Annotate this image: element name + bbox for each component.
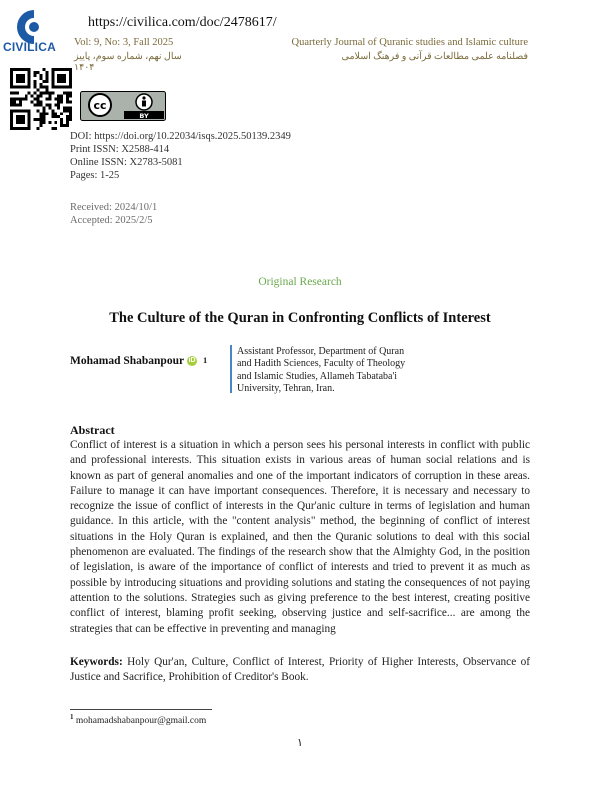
footnote-number: 1 [70,713,74,721]
footnote-divider [70,709,212,710]
affiliation-divider [230,345,232,393]
abstract-heading: Abstract [70,423,115,437]
volume-info: Vol: 9, No: 3, Fall 2025 [74,37,174,48]
author-affiliation: Assistant Professor, Department of Quran and Hadith Sciences, Faculty of Theology and Islamic Studies, Allameh Tabataba'i University, Tehran, Iran. [237,346,406,394]
journal-name-fa: فصلنامه علمی مطالعات قرآنی و فرهنگ اسلامی [341,52,528,62]
doi-link[interactable]: DOI: https://doi.org/10.22034/isqs.2025.50139.2349 [70,131,291,142]
received-date: Received: 2024/10/1 [70,202,158,213]
article-type: Original Research [258,276,342,288]
footnote-email[interactable]: mohamadshabanpour@gmail.com [75,716,207,727]
page-number: ١ [297,737,303,749]
civilica-logo-text: CIVILICA [3,40,56,54]
qr-code [10,68,72,130]
footnote [70,713,206,726]
volume-info-fa: سال نهم، شماره سوم، پاییز ۱۴۰۴ [74,52,182,73]
keywords-label: Keywords: [70,656,123,668]
document-url[interactable]: https://civilica.com/doc/2478617/ [88,15,277,30]
keywords [70,655,530,686]
print-issn: Print ISSN: X2588-414 [70,144,170,155]
abstract-text: Conflict of interest is a situation in which a person sees his personal interests in conflict with public and professional interests. This situation exists in various areas of human social relations and is known as part of general anomalies and one of the important indicators of corruption in these areas. Failure to manage it can have important consequences. Therefore, it is necessary and necessary to recognize the issue of conflict of interests in the Qur'anic culture in terms of legislation and human guidance. In this article, with the "content analysis" method, the beginning of conflict of interest situations in the Holy Quran is explained, and then the Quranic solutions to deal with this social phenomenon are evaluated. The findings of the research show that the Almighty God, in the position of legislation, is aware of the importance of conflict of interests and tried to prevent it as much as possible by introducing situations and providing solutions and stating the consequences of not paying attention to the solutions. Strategies such as giving preference to the best interest, creating positive conflict of interest, blaming profit seeking, observing justice and self-sacrifice... are among the strategies that can be effective in preventing and managing [70,439,530,635]
journal-name: Quarterly Journal of Quranic studies and Islamic culture [291,37,528,48]
orcid-icon[interactable]: iD [188,357,196,364]
article-title: The Culture of the Quran in Confronting Conflicts of Interest [109,310,491,326]
by-label: BY [139,112,149,120]
cc-label: cc [93,99,107,112]
author-affiliation-marker: 1 [203,355,208,365]
accepted-date: Accepted: 2025/2/5 [70,215,153,226]
keywords-text: Holy Qur'an, Culture, Conflict of Interest, Priority of Higher Interests, Observance of Justice and Sacrifice, Prohibition of Creditor's Book. [70,656,530,684]
author-block [70,355,207,367]
pages: Pages: 1-25 [70,170,120,181]
cc-by-license-badge[interactable] [80,91,166,121]
author-name: Mohamad Shabanpour [70,355,185,367]
online-issn: Online ISSN: X2783-5081 [70,157,183,168]
